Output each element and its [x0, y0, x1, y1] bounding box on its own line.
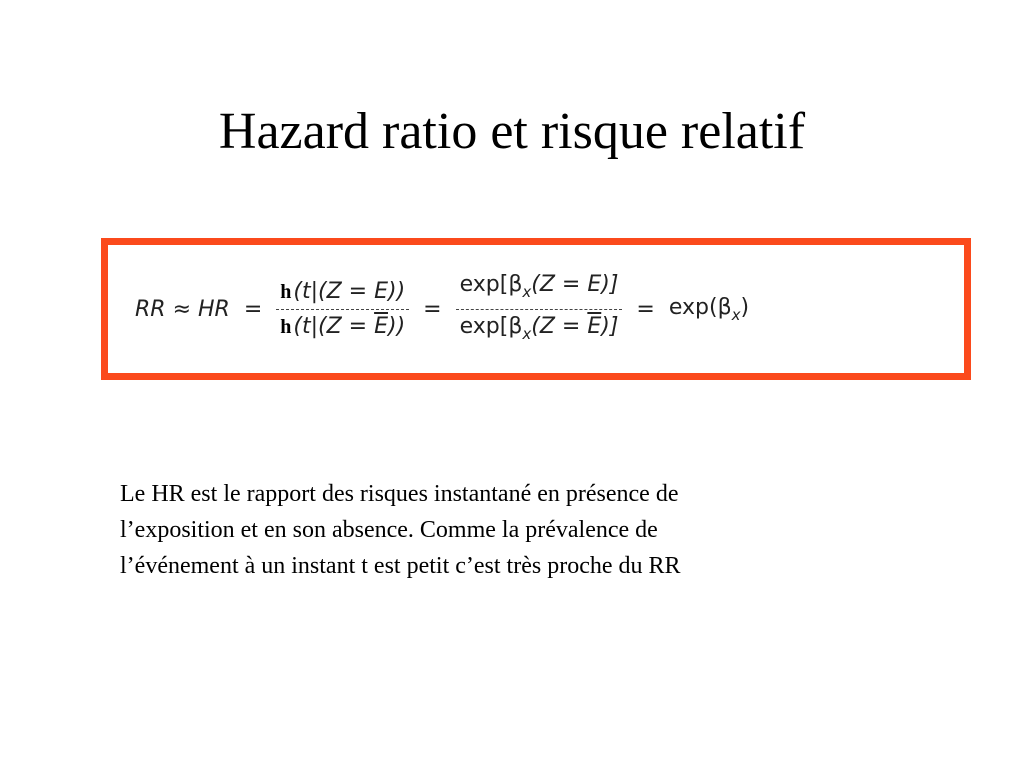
- hazard-numerator: [276, 277, 409, 307]
- exp-denominator-post: )]: [601, 313, 619, 339]
- fraction-rule: [456, 309, 623, 310]
- formula-lhs: RR ≈ HR: [135, 296, 230, 322]
- formula: [135, 245, 749, 373]
- body-line: l’exposition et en son absence. Comme la prévalence de: [120, 517, 658, 543]
- beta-subscript: x: [731, 305, 741, 324]
- beta-subscript: x: [522, 324, 532, 343]
- fraction-rule: [276, 309, 409, 310]
- exp-fraction: [456, 270, 623, 349]
- exp-denominator-mid: (Z =: [531, 313, 588, 339]
- slide-title: Hazard ratio et risque relatif: [218, 103, 806, 160]
- rhs-post: ): [740, 294, 750, 320]
- equals-sign: =: [636, 296, 655, 322]
- body-line: l’événement à un instant t est petit c’est très proche du RR: [120, 553, 681, 579]
- exp-numerator-pre: exp[β: [459, 271, 523, 297]
- exp-denominator-pre: exp[β: [459, 313, 523, 339]
- equals-sign: =: [423, 296, 442, 322]
- hazard-denominator: [276, 312, 409, 342]
- hazard-h-label: h: [280, 315, 292, 338]
- hazard-fraction: [276, 277, 409, 342]
- hazard-denominator-pre: (t|(Z =: [293, 313, 375, 339]
- hazard-numerator-text: (t|(Z = E)): [293, 278, 406, 304]
- equals-sign: =: [243, 296, 263, 322]
- formula-box: [101, 238, 971, 380]
- rhs-pre: exp(β: [668, 294, 732, 320]
- formula-rhs: [669, 295, 749, 324]
- e-bar: $\overline{E}$: [587, 313, 602, 339]
- beta-subscript: x: [522, 282, 532, 301]
- exp-numerator-post: (Z = E)]: [531, 271, 619, 297]
- hazard-h-label: h: [280, 280, 292, 303]
- e-bar: $\overline{E}$: [374, 313, 388, 339]
- hazard-denominator-post: )): [388, 313, 406, 339]
- exp-denominator: [456, 312, 623, 349]
- body-line: Le HR est le rapport des risques instantané en présence de: [120, 481, 679, 507]
- body-paragraph: [120, 476, 940, 584]
- exp-numerator: [456, 270, 623, 307]
